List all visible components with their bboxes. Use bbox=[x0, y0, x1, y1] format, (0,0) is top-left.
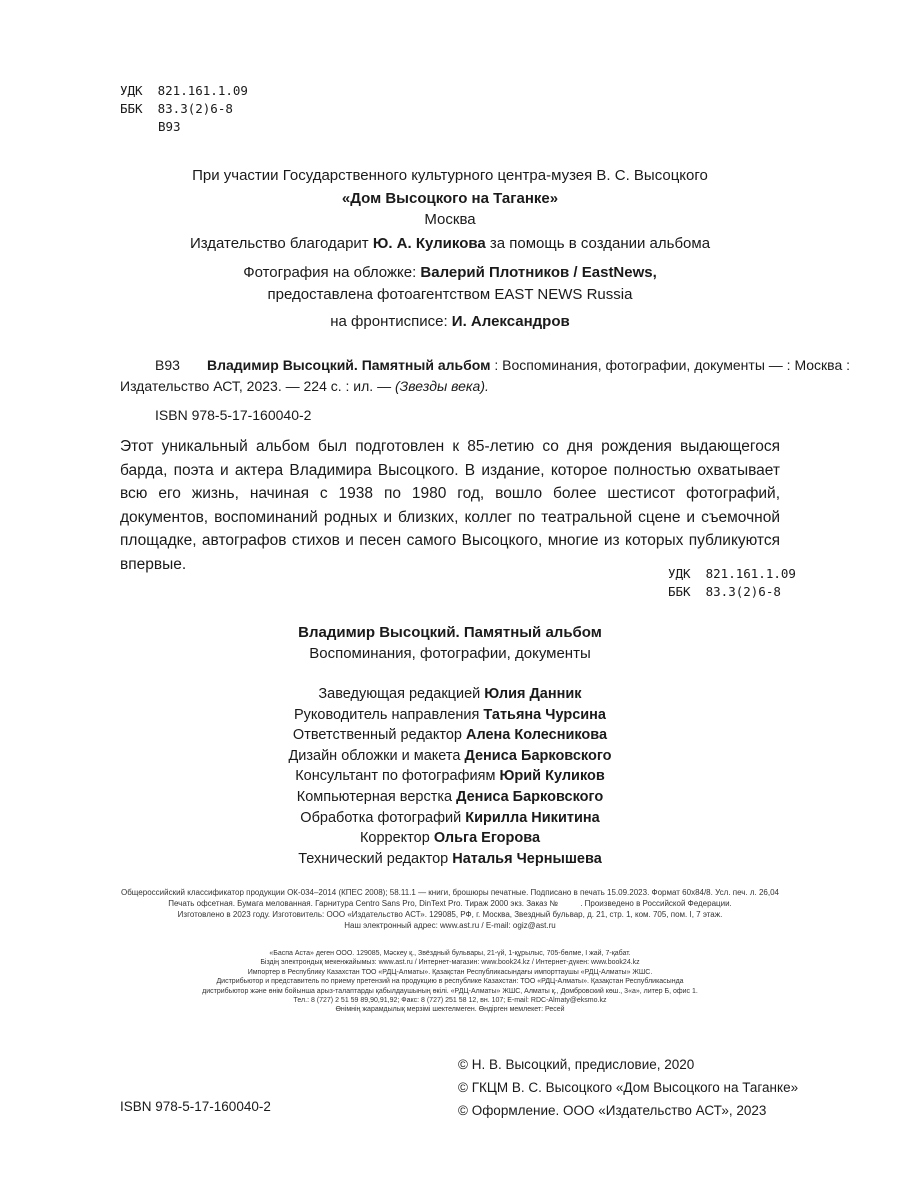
staff-name: Алена Колесникова bbox=[465, 727, 608, 744]
catalog-publisher: Издательство АСТ, 2023. — 224 с. : ил. — bbox=[120, 378, 395, 394]
kazakh-line: Біздің электрондық мекенжайымыз: www.ast.ru / Интернет-магазин: www.book24.kz / Интернет-дүкен: www.book24.kz bbox=[260, 959, 640, 967]
staff-line bbox=[0, 849, 900, 870]
staff-role: Консультант по фотографиям bbox=[295, 768, 500, 785]
catalog-isbn: ISBN 978-5-17-160040-2 bbox=[155, 407, 312, 423]
kazakh-line: дистрибьютор және өнім бойынша арыз-талаптарды қабылдаушының өкілі. «РДЦ-Алматы» ЖШС, Алматы қ., Домбровский көш., 3«а», литер Б, офис 1. bbox=[202, 987, 698, 995]
imprint-line: Изготовлено в 2023 году. Изготовитель: ООО «Издательство АСТ». 129085, РФ, г. Москва, Звездный бульвар, д. 21, стр. 1, ком. 705, пом. I, 7 этаж. bbox=[177, 910, 723, 919]
catalog-title: Владимир Высоцкий. Памятный альбом bbox=[207, 357, 491, 373]
staff-role: Заведующая редакцией bbox=[318, 686, 485, 702]
cover-credit-line: предоставлена фотоагентством EAST NEWS Russia bbox=[267, 286, 633, 303]
participation-line: При участии Государственного культурного центра-музея В. С. Высоцкого bbox=[192, 167, 708, 184]
staff-role: Руководитель направления bbox=[294, 706, 484, 723]
staff-role: Обработка фотографий bbox=[300, 809, 466, 826]
staff-line bbox=[0, 725, 900, 746]
book-title: Владимир Высоцкий. Памятный альбом bbox=[298, 624, 602, 641]
staff-name: Юлия Данник bbox=[484, 686, 582, 702]
imprint-line: Наш электронный адрес: www.ast.ru / E-mail: ogiz@ast.ru bbox=[344, 921, 556, 930]
cover-name: Валерий Плотников / EastNews, bbox=[420, 264, 657, 281]
cover-prefix: Фотография на обложке: bbox=[243, 264, 421, 281]
imprint-block bbox=[0, 887, 900, 931]
staff-line bbox=[0, 766, 900, 787]
staff-role: Дизайн обложки и макета bbox=[288, 747, 465, 764]
kazakh-line: Дистрибьютор и представитель по приему претензий на продукцию в республике Казахстан: ТОО «РДЦ-Алматы». Қазақстан Республикасында bbox=[216, 978, 684, 986]
cover-photo-line bbox=[0, 264, 900, 281]
staff-line bbox=[0, 705, 900, 726]
staff-name: Ольга Егорова bbox=[433, 830, 541, 847]
copyright-block bbox=[458, 1053, 798, 1122]
staff-name: Наталья Чернышева bbox=[452, 850, 602, 867]
staff-line bbox=[0, 684, 900, 705]
staff-name: Дениса Барковского bbox=[456, 788, 604, 805]
udk-code-right: УДК 821.161.1.09 bbox=[668, 566, 796, 581]
kazakh-line: «Баспа Аста» деген ООО. 129085, Мәскеу қ., Звёздный бульвары, 21-үй, 1-құрылыс, 705-бөлме, I жай, 7-қабат. bbox=[269, 950, 631, 957]
thanks-name: Ю. А. Куликова bbox=[372, 235, 486, 252]
catalog-mark: В93 bbox=[155, 357, 180, 373]
catalog-entry-line2 bbox=[120, 376, 489, 396]
book-subtitle: Воспоминания, фотографии, документы bbox=[309, 645, 591, 662]
author-mark: В93 bbox=[158, 119, 181, 134]
copyright-line: © ГКЦМ В. С. Высоцкого «Дом Высоцкого на Таганке» bbox=[458, 1080, 799, 1095]
kazakh-line: Тел.: 8 (727) 2 51 59 89,90,91,92; Факс: 8 (727) 251 58 12, вн. 107; E-mail: RDC-Almaty@eksmo.kz bbox=[293, 997, 607, 1005]
staff-credits bbox=[0, 684, 900, 869]
catalog-series: (Звезды века). bbox=[394, 378, 489, 394]
staff-line bbox=[0, 787, 900, 808]
staff-line bbox=[0, 746, 900, 767]
bbk-code: ББК 83.3(2)6-8 bbox=[120, 101, 233, 116]
staff-line bbox=[0, 808, 900, 829]
staff-role: Компьютерная верстка bbox=[296, 788, 457, 805]
bbk-code-right: ББК 83.3(2)6-8 bbox=[668, 584, 781, 599]
staff-name: Юрий Куликов bbox=[499, 768, 605, 785]
thanks-suffix: за помощь в создании альбома bbox=[485, 235, 711, 252]
staff-name: Кирилла Никитина bbox=[465, 809, 600, 826]
staff-role: Технический редактор bbox=[298, 850, 453, 867]
classification-codes bbox=[120, 82, 248, 136]
staff-role: Ответственный редактор bbox=[292, 727, 466, 744]
thanks-prefix: Издательство благодарит bbox=[189, 235, 373, 252]
catalog-desc: : Воспоминания, фотографии, документы — : Москва : bbox=[490, 357, 851, 373]
frontispiece-prefix: на фронтисписе: bbox=[330, 313, 452, 330]
frontispiece-line bbox=[0, 313, 900, 330]
staff-role: Корректор bbox=[359, 830, 434, 847]
staff-name: Татьяна Чурсина bbox=[483, 706, 606, 723]
staff-line bbox=[0, 828, 900, 849]
copyright-line: © Н. В. Высоцкий, предисловие, 2020 bbox=[458, 1057, 695, 1072]
copyright-line: © Оформление. ООО «Издательство АСТ», 2023 bbox=[458, 1103, 767, 1118]
isbn-bottom: ISBN 978-5-17-160040-2 bbox=[120, 1099, 271, 1114]
annotation: Этот уникальный альбом был подготовлен к 85-летию со дня рождения выдающегося барда, поэта и актера Владимира Высоцкого. В издание, которое полностью охватывает всю его жизнь, начиная с 1938 по 1980 год, вошло более шестисот фотографий, документов, воспоминаний родных и близких, коллег по театральной сцене и съемочной площадке, автографов стихов и песен самого Высоцкого, многие из которых публикуются впервые. bbox=[120, 438, 780, 573]
museum-name: «Дом Высоцкого на Таганке» bbox=[341, 190, 559, 207]
thanks-line bbox=[0, 235, 900, 252]
staff-name: Дениса Барковского bbox=[464, 747, 612, 764]
kazakh-line: Импортер в Республику Казахстан ТОО «РДЦ-Алматы». Қазақстан Республикасындағы импорттаушы «РДЦ-Алматы» ЖШС. bbox=[247, 968, 653, 976]
city: Москва bbox=[424, 211, 476, 228]
imprint-line: Общероссийский классификатор продукции ОК-034–2014 (КПЕС 2008); 58.11.1 — книги, брошюры печатные. Подписано в печать 15.09.2023. Формат 60х84/8. Усл. печ. л. 26,04 bbox=[121, 888, 779, 897]
frontispiece-name: И. Александров bbox=[451, 313, 570, 330]
imprint-line: Печать офсетная. Бумага мелованная. Гарнитура Centro Sans Pro, DinText Pro. Тираж 2000 экз. Заказ № . Произведено в Российской Федерации. bbox=[168, 899, 732, 908]
kazakh-line: Өнімнің жарамдылық мерзімі шектелмеген. Өндірген мемлекет: Ресей bbox=[335, 1006, 565, 1014]
classification-codes-right bbox=[668, 565, 796, 601]
udk-code: УДК 821.161.1.09 bbox=[120, 83, 248, 98]
kazakh-imprint-block bbox=[0, 949, 900, 1015]
catalog-entry-line1 bbox=[207, 355, 850, 375]
